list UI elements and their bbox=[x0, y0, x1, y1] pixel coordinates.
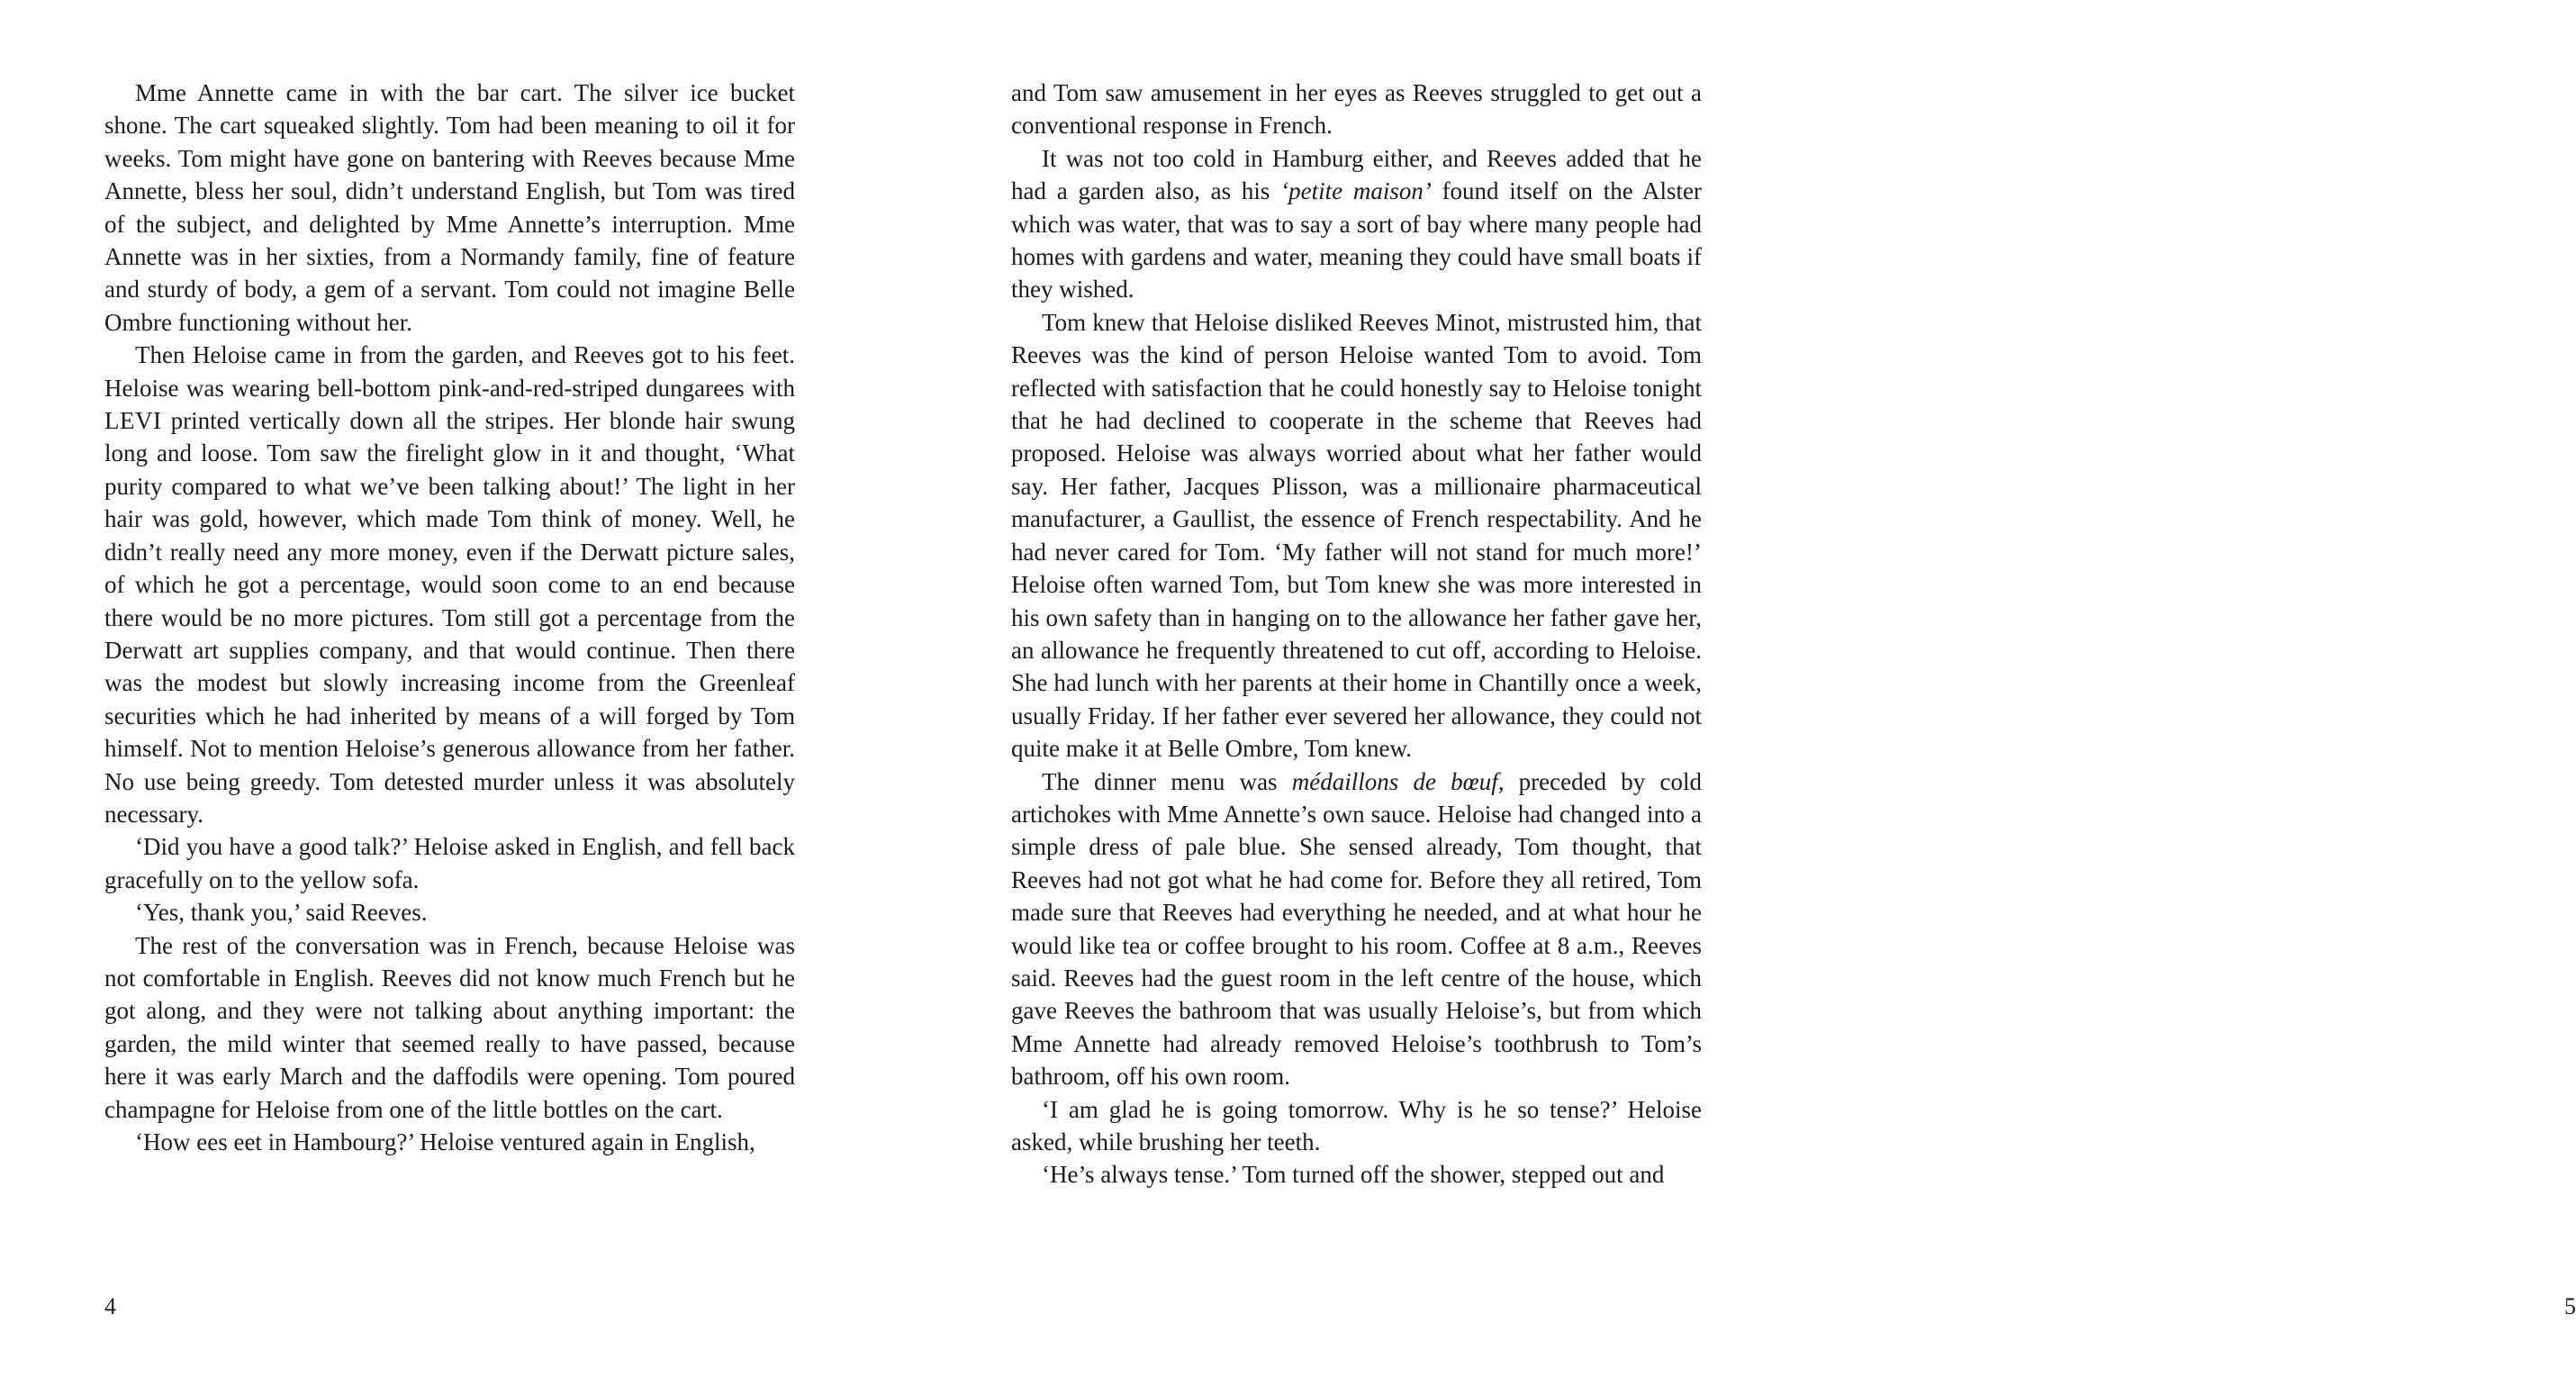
paragraph-text: The dinner menu was bbox=[1042, 767, 1292, 795]
left-page-text bbox=[104, 77, 795, 1158]
right-page-text bbox=[1011, 77, 1702, 1191]
paragraph: Mme Annette came in with the bar cart. The silver ice bucket shone. The cart squeaked slightly. Tom had been meaning to oil it for weeks. Tom might have gone on bantering with Reeves because Mme Annette, bless her soul, didn’t understand English, but Tom was tired of the subject, and delighted by Mme Annette’s interruption. Mme Annette was in her sixties, from a Normandy family, fine of feature and sturdy of body, a gem of a servant. Tom could not imagine Belle Ombre functioning without her. bbox=[104, 79, 795, 336]
paragraph-continuation: and Tom saw amusement in her eyes as Reeves struggled to get out a conventional response in French. bbox=[1011, 79, 1702, 140]
paragraph: ‘Yes, thank you,’ said Reeves. bbox=[135, 899, 428, 927]
paragraph: Tom knew that Heloise disliked Reeves Minot, mistrusted him, that Reeves was the kind of person Heloise wanted Tom to avoid. Tom reflected with satisfaction that he could honestly say to Heloise tonight that he had declined to cooperate in the scheme that Reeves had proposed. Heloise was always worried about what her father would say. Her father, Jacques Plisson, was a millionaire pharmaceutical manufacturer, a Gaullist, the essence of French respectability. And he had never cared for Tom. ‘My father will not stand for much more!’ Heloise often warned Tom, but Tom knew she was more interested in his own safety than in hanging on to the allowance her father gave her, an allowance he frequently threatened to cut off, according to Heloise. She had lunch with her parents at their home in Chantilly once a week, usually Friday. If her father ever severed her allowance, they could not quite make it at Belle Ombre, Tom knew. bbox=[1011, 308, 1702, 763]
paragraph bbox=[1011, 765, 1702, 1093]
page-number: 4 bbox=[104, 1293, 116, 1319]
paragraph: ‘He’s always tense.’ Tom turned off the shower, stepped out and bbox=[1042, 1161, 1665, 1189]
paragraph bbox=[104, 339, 795, 830]
italic-phrase: ‘petite maison’ bbox=[1280, 177, 1432, 205]
paragraph-text: printed vertically down all the stripes. Her blonde hair swung long and loose. Tom saw the firelight glow in it and thought, ‘What purity compared to what we’ve been talking about!’ The light in her hair was gold, however, which made Tom think of money. Well, he didn’t really need any more money, even if the Derwatt picture sales, of which he got a percentage, would soon come to an end because there would be no more pictures. Tom still got a percentage from the Derwatt art supplies company, and that would continue. Then there was the modest but slowly increasing income from the Greenleaf securities which he had inherited by means of a will forged by Tom himself. Not to mention Heloise’s generous allowance from her father. No use being greedy. Tom detested murder unless it was absolutely necessary. bbox=[104, 407, 795, 828]
paragraph-text: Then Heloise came in from the garden, and Reeves got to his feet. Heloise was wearing bell-bottom pink-and-red-striped dungarees with bbox=[104, 341, 795, 402]
page-number: 5 bbox=[2564, 1293, 2576, 1319]
paragraph: ‘How ees eet in Hambourg?’ Heloise ventured again in English, bbox=[135, 1128, 755, 1155]
paragraph: ‘I am glad he is going tomorrow. Why is he so tense?’ Heloise asked, while brushing her teeth. bbox=[1011, 1095, 1702, 1155]
paragraph-text: preceded by cold artichokes with Mme Annette’s own sauce. Heloise had changed into a simple dress of pale blue. She sensed already, Tom thought, that Reeves had not got what he had come for. Before they all retired, Tom made sure that Reeves had everything he needed, and at what hour he would like tea or coffee brought to his room. Coffee at 8 a.m., Reeves said. Reeves had the guest room in the left centre of the house, which gave Reeves the bathroom that was usually Heloise’s, but from which Mme Annette had already removed Heloise’s toothbrush to Tom’s bathroom, off his own room. bbox=[1011, 767, 1702, 1091]
right-page bbox=[890, 0, 2576, 1395]
paragraph: The rest of the conversation was in French, because Heloise was not comfortable in English. Reeves did not know much French but he got along, and they were not talking about anything important: the garden, the mild winter that seemed really to have passed, because here it was early March and the daffodils were opening. Tom poured champagne for Heloise from one of the little bottles on the cart. bbox=[104, 931, 795, 1123]
paragraph-text: It was not too cold in Hamburg either, and Reeves added that he had a garden also, as his bbox=[1011, 144, 1702, 205]
italic-phrase: médaillons de bœuf, bbox=[1291, 767, 1505, 795]
paragraph: ‘Did you have a good talk?’ Heloise asked in English, and fell back gracefully on to the yellow sofa. bbox=[104, 833, 795, 893]
paragraph-text: found itself on the Alster which was water, that was to say a sort of bay where many people had homes with gardens and water, meaning they could have small boats if they wished. bbox=[1011, 177, 1702, 303]
paragraph bbox=[1011, 142, 1702, 306]
levi-smallcaps: LEVI bbox=[104, 407, 162, 435]
left-page bbox=[0, 0, 890, 1395]
